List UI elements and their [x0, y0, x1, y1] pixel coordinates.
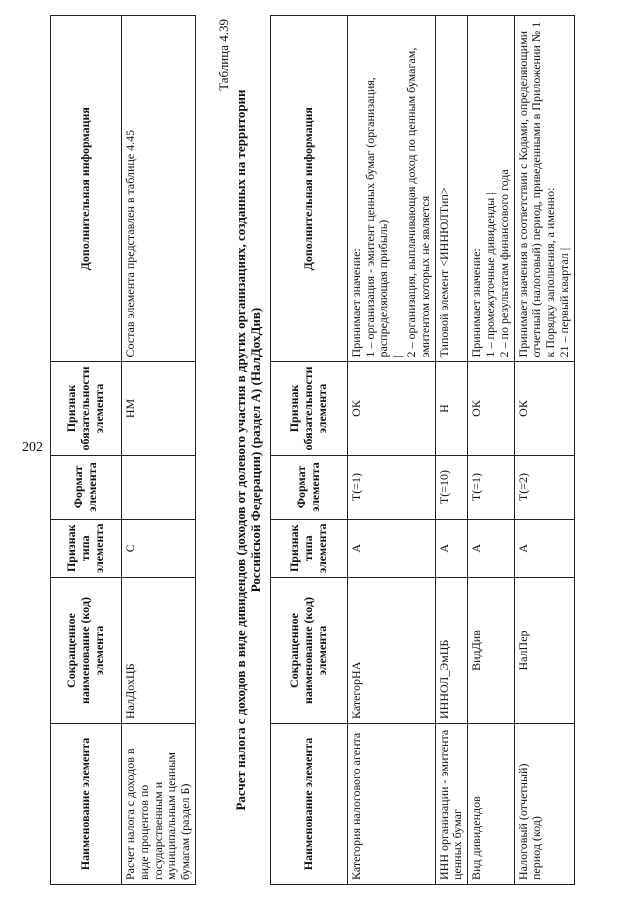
table-header-row [51, 16, 122, 885]
info-line: Типовой элемент <ИННЮЛТип> [436, 187, 451, 358]
cell-code: ИННОЛ_ЭмЦБ [435, 578, 468, 724]
cell-required: ОК [468, 362, 514, 455]
header-cell: Формат элемента [270, 455, 347, 519]
cell-type: А [514, 519, 574, 577]
cell-info [435, 16, 468, 362]
cell-name: ИНН организации - эмитента ценных бумаг [435, 724, 468, 885]
cell-required: НМ [122, 362, 196, 455]
cell-type: С [122, 519, 196, 577]
cell-info: Состав элемента представлен в таблице 4.45 [122, 16, 196, 362]
cell-name: Вид дивидендов [468, 724, 514, 885]
cell-name: Категория налогового агента [347, 724, 435, 885]
header-cell: Формат элемента [51, 455, 122, 519]
header-cell: Признак обязательности элемента [51, 362, 122, 455]
cell-required: ОК [514, 362, 574, 455]
header-cell: Наименование элемента [51, 724, 122, 885]
info-line: 2 – организация, выплачивающая доход по ценным бумагам, эмитентом которых не является [404, 47, 432, 358]
header-cell: Сокращенное наименование (код) элемента [270, 578, 347, 724]
table-header-row [270, 16, 347, 885]
header-cell: Признак типа элемента [51, 519, 122, 577]
table-row [435, 16, 468, 885]
cell-required: ОК [347, 362, 435, 455]
cell-type: А [468, 519, 514, 577]
header-cell: Дополнительная информация [51, 16, 122, 362]
header-cell: Наименование элемента [270, 724, 347, 885]
cell-info [514, 16, 574, 362]
cell-format: T(=1) [347, 455, 435, 519]
cell-code: НалДохЦБ [122, 578, 196, 724]
info-line: Принимает значение: [469, 248, 484, 358]
cell-name: Расчет налога с доходов в виде процентов по государственным и муниципальным ценным бумагам (раздел Б) [122, 724, 196, 885]
header-cell: Признак типа элемента [270, 519, 347, 577]
cell-format [122, 455, 196, 519]
cell-format: T(=2) [514, 455, 574, 519]
info-line: | [390, 355, 405, 358]
header-cell: Дополнительная информация [270, 16, 347, 362]
table-row [514, 16, 574, 885]
cell-name: Налоговый (отчетный) период (код) [514, 724, 574, 885]
cell-format: T(=1) [468, 455, 514, 519]
cell-type: А [435, 519, 468, 577]
cell-type: А [347, 519, 435, 577]
page-number: 202 [22, 440, 43, 455]
table-title: Расчет налога с доходов в виде дивидендов (доходов от долевого участия в других организациях, созданных на территории Российской Федерации) (раздел А) (НалДохДив) [232, 89, 263, 811]
cell-code: ВидДив [468, 578, 514, 724]
table-row [468, 16, 514, 885]
info-line: 1 – организация - эмитент ценных бумаг (организация, распределяющая прибыль) [362, 77, 391, 358]
table-dividends [270, 15, 575, 885]
header-cell: Сокращенное наименование (код) элемента [51, 578, 122, 724]
cell-format: T(=10) [435, 455, 468, 519]
info-line: Принимает значения в соответствии с Кодами, определяющими отчетный (налоговый) период, приведенными в Приложении № 1 к Порядку заполнения, а именно: [515, 21, 558, 358]
cell-info [468, 16, 514, 362]
rotated-page-content [40, 15, 620, 885]
info-line: 1 – промежуточные дивиденды | [483, 192, 498, 358]
cell-info [347, 16, 435, 362]
info-line: Принимает значение: [348, 248, 363, 358]
header-cell: Признак обязательности элемента [270, 362, 347, 455]
table-number: Таблица 4.39 [215, 19, 231, 91]
table-row [347, 16, 435, 885]
cell-required: Н [435, 362, 468, 455]
info-line: 2 – по результатам финансового года [496, 169, 511, 358]
table-continuation [50, 15, 196, 885]
info-line: 21 – первый квартал | [557, 247, 572, 358]
cell-code: НалПер [514, 578, 574, 724]
cell-code: КатегорНА [347, 578, 435, 724]
table-row [122, 16, 196, 885]
